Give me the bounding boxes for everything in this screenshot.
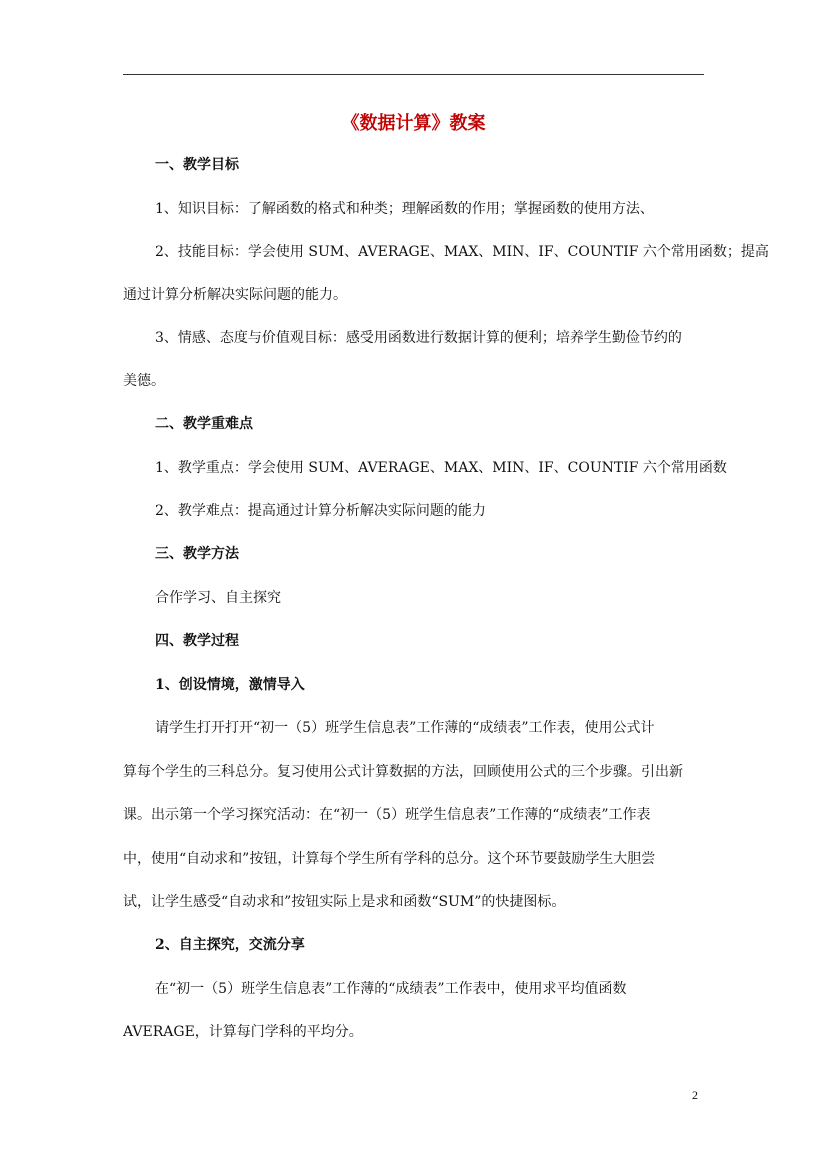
- step1-paragraph-line5: 试，让学生感受“自动求和”按钮实际上是求和函数“SUM”的快捷图标。: [123, 894, 566, 910]
- section-heading-process: 四、教学过程: [155, 633, 239, 649]
- step1-paragraph-line4: 中，使用“自动求和”按钮，计算每个学生所有学科的总分。这个环节要鼓励学生大胆尝: [123, 851, 656, 867]
- step2-paragraph-line1: 在“初一（5）班学生信息表”工作薄的“成绩表”工作表中，使用求平均值函数: [155, 981, 627, 997]
- step1-paragraph-line3: 课。出示第一个学习探究活动：在“初一（5）班学生信息表”工作薄的“成绩表”工作表: [123, 807, 651, 823]
- step2-heading: 2、自主探究，交流分享: [155, 937, 305, 953]
- section-heading-goals: 一、教学目标: [155, 157, 239, 173]
- section-heading-methods: 三、教学方法: [155, 546, 239, 562]
- keypoint-difficulty: 2、教学难点：提高通过计算分析解决实际问题的能力: [155, 503, 486, 519]
- goal-attitude-line2: 美德。: [123, 373, 165, 389]
- page-number: 2: [692, 1088, 698, 1102]
- step1-paragraph-line1: 请学生打开打开“初一（5）班学生信息表”工作薄的“成绩表”工作表，使用公式计: [155, 720, 655, 736]
- step1-paragraph-line2: 算每个学生的三科总分。复习使用公式计算数据的方法，回顾使用公式的三个步骤。引出新: [123, 764, 683, 780]
- methods-text: 合作学习、自主探究: [155, 590, 281, 606]
- section-heading-keypoints: 二、教学重难点: [155, 416, 253, 432]
- header-rule: [123, 74, 704, 75]
- keypoint-focus: 1、教学重点：学会使用 SUM、AVERAGE、MAX、MIN、IF、COUNTIF 六个常用函数: [155, 460, 727, 476]
- goal-knowledge: 1、知识目标：了解函数的格式和种类；理解函数的作用；掌握函数的使用方法、: [155, 201, 654, 217]
- goal-attitude-line1: 3、情感、态度与价值观目标：感受用函数进行数据计算的便利；培养学生勤俭节约的: [155, 330, 682, 346]
- step1-heading: 1、创设情境，激情导入: [155, 677, 305, 693]
- document-title: 《数据计算》教案: [341, 113, 486, 134]
- step2-paragraph-line2: AVERAGE，计算每门学科的平均分。: [123, 1024, 363, 1040]
- goal-skills-line2: 通过计算分析解决实际问题的能力。: [123, 287, 347, 303]
- goal-skills-line1: 2、技能目标：学会使用 SUM、AVERAGE、MAX、MIN、IF、COUNTIF 六个常用函数；提高: [155, 244, 769, 260]
